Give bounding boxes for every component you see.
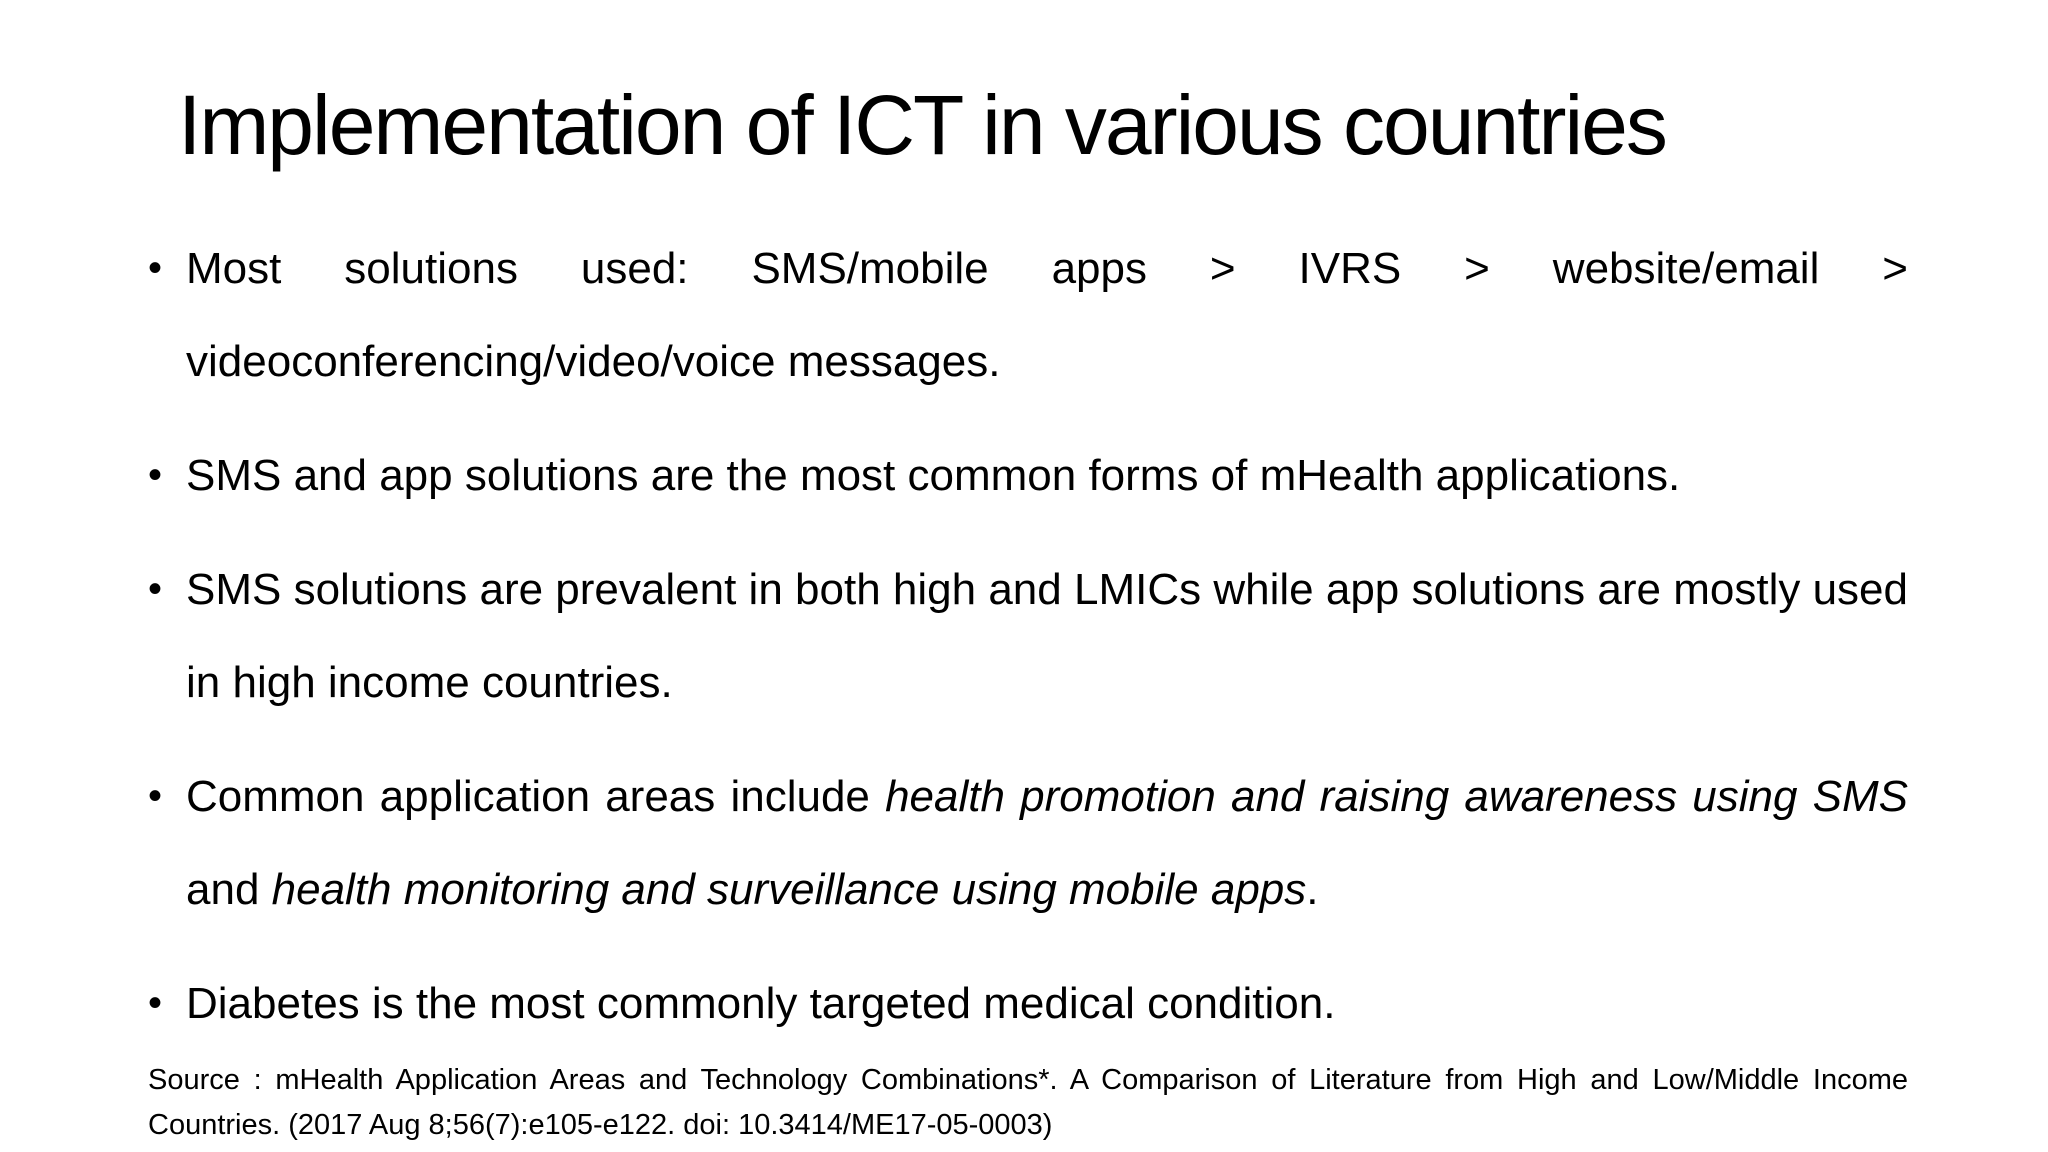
source-citation: Source : mHealth Application Areas and Technology Combinations*. A Comparison of Literature from High and Low/Middle Income Countries. (2017 Aug 8;56(7):e105-e122. doi: 10.3414/ME17-05-0003) (148, 1064, 1908, 1141)
bullet-icon: • (148, 774, 163, 818)
bullet-list (148, 222, 1908, 1050)
bullet-icon: • (148, 567, 163, 611)
bullet-item (148, 429, 1908, 522)
bullet-text-lead: Common application areas include (186, 772, 886, 821)
bullet-item (148, 222, 1908, 408)
bullet-icon: • (148, 981, 163, 1025)
bullet-item (148, 750, 1908, 936)
slide-title: Implementation of ICT in various countries (178, 78, 1666, 172)
bullet-text-italic: health promotion and raising awareness using SMS (885, 772, 1909, 821)
bullet-text: Most solutions used: SMS/mobile apps > IVRS > website/email > videoconferencing/video/voice messages. (186, 244, 1908, 386)
bullet-text: Diabetes is the most commonly targeted medical condition. (186, 979, 1336, 1028)
bullet-text-connector: and (186, 865, 272, 914)
bullet-icon: • (148, 453, 163, 497)
bullet-text: SMS and app solutions are the most common forms of mHealth applications. (186, 451, 1681, 500)
bullet-text-italic: health monitoring and surveillance using mobile apps (271, 865, 1307, 914)
bullet-text: SMS solutions are prevalent in both high and LMICs while app solutions are mostly used in high income countries. (186, 565, 1908, 707)
bullet-item (148, 957, 1908, 1050)
bullet-item (148, 543, 1908, 729)
bullet-text-end: . (1306, 865, 1319, 914)
bullet-icon: • (148, 246, 163, 290)
